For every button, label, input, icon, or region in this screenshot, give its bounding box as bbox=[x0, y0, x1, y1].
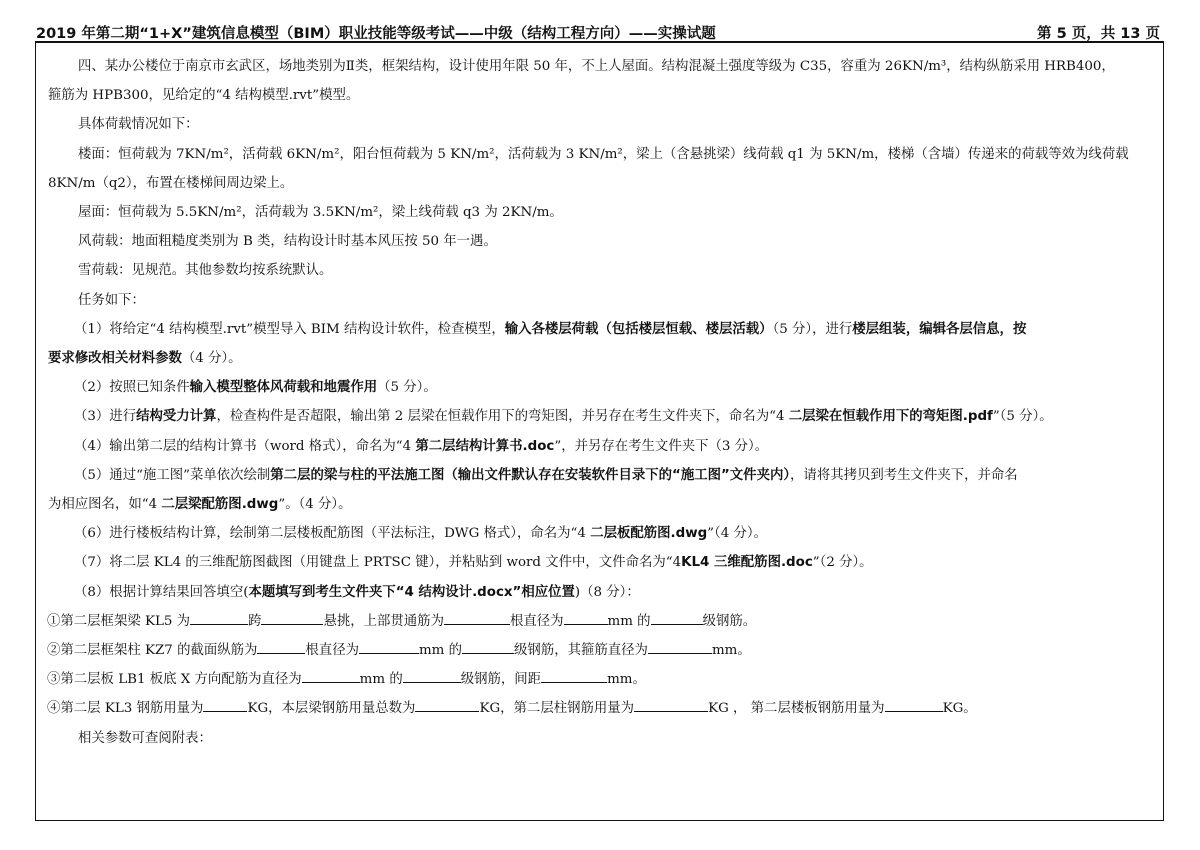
task-3-text-a: （3）进行 bbox=[74, 409, 137, 425]
task-3-bold-a: 结构受力计算 bbox=[136, 409, 217, 425]
fill-question-2 bbox=[47, 636, 1160, 665]
task-3 bbox=[48, 402, 1160, 431]
task-1-text-a: （1）将给定“4 结构模型.rvt”模型导入 BIM 结构设计软件，检查模型， bbox=[74, 321, 505, 337]
q3-text-d: mm。 bbox=[607, 672, 646, 688]
task-4-text-b: ”，并另存在考生文件夹下（3 分）。 bbox=[554, 438, 769, 454]
task-6-text-a: （6）进行楼板结构计算，绘制第二层楼板配筋图（平法标注，DWG 格式），命名为“4 bbox=[74, 526, 591, 542]
task-1-text-c: （4 分）。 bbox=[181, 351, 242, 367]
answer-blank[interactable] bbox=[190, 610, 248, 625]
task-2 bbox=[48, 373, 1160, 402]
answer-blank[interactable] bbox=[885, 697, 943, 712]
snow-load: 雪荷载：见规范。其他参数均按系统默认。 bbox=[78, 263, 333, 279]
task-2-bold: 输入模型整体风荷载和地震作用 bbox=[189, 380, 378, 396]
task-1 bbox=[48, 315, 1160, 344]
exam-title: 2019 年第二期“1+X”建筑信息模型（BIM）职业技能等级考试——中级（结构工程方向）——实操试题 bbox=[36, 26, 716, 42]
task-5-cont bbox=[48, 490, 1160, 519]
task-4 bbox=[48, 432, 1160, 461]
q4-text-e: KG。 bbox=[942, 701, 977, 717]
task-6-text-b: ”（4 分）。 bbox=[707, 526, 767, 542]
q2-text-e: mm。 bbox=[711, 643, 751, 659]
task-8-text-a: （8）根据计算结果回答填空( bbox=[74, 584, 249, 600]
task-7-text-b: ”（2 分）。 bbox=[812, 555, 873, 571]
task-1-cont bbox=[48, 344, 1160, 373]
roof-loads: 屋面：恒荷载为 5.5KN/m²，活荷载为 3.5KN/m²，梁上线荷载 q3 为 2KN/m。 bbox=[78, 205, 563, 221]
q3-text-c: 级钢筋，间距 bbox=[460, 672, 542, 688]
q3-text-b: mm 的 bbox=[359, 672, 403, 688]
q2-text-a: ②第二层框架柱 KZ7 的截面纵筋为 bbox=[47, 643, 258, 659]
answer-blank[interactable] bbox=[415, 697, 479, 712]
q1-text-f: 级钢筋。 bbox=[702, 613, 757, 629]
task-5-text-a: （5）通过“施工图”菜单依次绘制 bbox=[74, 467, 271, 483]
answer-blank[interactable] bbox=[203, 697, 247, 712]
q4-text-d: KG ， 第二层楼板钢筋用量为 bbox=[708, 701, 885, 717]
page-header bbox=[36, 18, 1164, 40]
task-2-text-a: （2）按照已知条件 bbox=[74, 380, 190, 396]
answer-blank[interactable] bbox=[651, 610, 703, 625]
page-number: 第 5 页，共 13 页 bbox=[1037, 26, 1160, 42]
floor-loads-line-2: 8KN/m（q2），布置在楼梯间周边梁上。 bbox=[48, 175, 294, 191]
task-1-bold-c: 要求修改相关材料参数 bbox=[48, 351, 182, 367]
q1-text-d: 根直径为 bbox=[509, 613, 564, 629]
task-8-text-b: )（8 分）： bbox=[574, 584, 640, 600]
task-1-bold-b: 楼层组装，编辑各层信息，按 bbox=[852, 321, 1027, 337]
answer-blank[interactable] bbox=[541, 668, 607, 683]
task-7 bbox=[48, 548, 1160, 577]
task-5-text-b: ，请将其拷贝到考生文件夹下，并命名 bbox=[790, 467, 1018, 483]
answer-blank[interactable] bbox=[634, 697, 708, 712]
task-6 bbox=[48, 519, 1160, 548]
task-1-text-b: （5 分），进行 bbox=[772, 321, 853, 337]
task-4-bold: 第二层结构计算书.doc bbox=[415, 438, 555, 454]
answer-blank[interactable] bbox=[302, 668, 360, 683]
q4-text-b: KG，本层梁钢筋用量总数为 bbox=[247, 701, 416, 717]
task-5-text-d: ”。（4 分）。 bbox=[278, 497, 352, 513]
answer-blank[interactable] bbox=[257, 639, 305, 654]
answer-blank[interactable] bbox=[462, 639, 514, 654]
q4-text-c: KG，第二层柱钢筋用量为 bbox=[479, 701, 635, 717]
fill-question-3 bbox=[47, 665, 1160, 694]
task-8 bbox=[48, 578, 1160, 607]
task-4-text-a: （4）输出第二层的结构计算书（word 格式），命名为“4 bbox=[74, 438, 416, 454]
q1-text-a: ①第二层框架梁 KL5 为 bbox=[47, 613, 191, 629]
tasks-heading: 任务如下： bbox=[78, 292, 145, 308]
task-5-bold-a: 第二层的梁与柱的平法施工图（输出文件默认存在安装软件目录下的“施工图”文件夹内） bbox=[270, 467, 791, 483]
fill-question-1 bbox=[47, 607, 1160, 636]
q1-text-c: 悬挑，上部贯通筋为 bbox=[323, 613, 444, 629]
reference-note: 相关参数可查阅附表： bbox=[78, 730, 212, 746]
task-7-text-a: （7）将二层 KL4 的三维配筋图截图（用键盘上 PRTSC 键），并粘贴到 word 文件中，文件命名为“4 bbox=[74, 555, 682, 571]
task-3-text-b: ，检查构件是否超限，输出第 2 层梁在恒载作用下的弯矩图，并另存在考生文件夹下，命名为“4 bbox=[216, 409, 789, 425]
task-2-text-b: （5 分）。 bbox=[377, 380, 437, 396]
fill-question-4 bbox=[47, 694, 1160, 723]
task-3-text-c: ”（5 分）。 bbox=[992, 409, 1053, 425]
answer-blank[interactable] bbox=[403, 668, 461, 683]
task-6-bold: 二层板配筋图.dwg bbox=[590, 526, 708, 542]
answer-blank[interactable] bbox=[648, 639, 712, 654]
answer-blank[interactable] bbox=[261, 610, 323, 625]
task-8-bold: 本题填写到考生文件夹下“4 结构设计.docx”相应位置 bbox=[248, 584, 575, 600]
q1-text-b: 跨 bbox=[248, 613, 262, 629]
q2-text-d: 级钢筋，其箍筋直径为 bbox=[514, 643, 648, 659]
task-7-bold: KL4 三维配筋图.doc bbox=[681, 555, 813, 571]
task-3-bold-b: 二层梁在恒载作用下的弯矩图.pdf bbox=[788, 409, 993, 425]
q2-text-c: mm 的 bbox=[418, 643, 463, 659]
floor-loads-line-1: 楼面：恒荷载为 7KN/m²，活荷载 6KN/m²，阳台恒荷载为 5 KN/m²，活荷载为 3 KN/m²，梁上（含悬挑梁）线荷载 q1 为 5KN/m，楼梯（含墙）传递来的荷载等效为线荷载 bbox=[78, 146, 1129, 162]
q2-text-b: 根直径为 bbox=[305, 643, 359, 659]
answer-blank[interactable] bbox=[444, 610, 510, 625]
q1-text-e: mm 的 bbox=[607, 613, 651, 629]
q3-text-a: ③第二层板 LB1 板底 X 方向配筋为直径为 bbox=[47, 672, 302, 688]
task-5-text-c: 为相应图名，如“4 bbox=[48, 497, 162, 513]
question-content bbox=[48, 52, 1160, 753]
intro-line-1: 四、某办公楼位于南京市玄武区，场地类别为Ⅱ类，框架结构，设计使用年限 50 年，不上人屋面。结构混凝土强度等级为 C35，容重为 26KN/m³，结构纵筋采用 HRB400， bbox=[78, 59, 1115, 74]
answer-blank[interactable] bbox=[359, 639, 419, 654]
intro-line-2: 箍筋为 HPB300，见给定的“4 结构模型.rvt”模型。 bbox=[48, 88, 360, 104]
q4-text-a: ④第二层 KL3 钢筋用量为 bbox=[47, 701, 204, 717]
task-1-bold-a: 输入各楼层荷载（包括楼层恒载、楼层活载） bbox=[504, 321, 773, 337]
answer-blank[interactable] bbox=[564, 610, 608, 625]
task-5 bbox=[48, 461, 1160, 490]
loads-heading: 具体荷载情况如下： bbox=[78, 117, 199, 133]
wind-load: 风荷载：地面粗糙度类别为 B 类，结构设计时基本风压按 50 年一遇。 bbox=[78, 234, 497, 250]
task-5-bold-b: 二层梁配筋图.dwg bbox=[161, 497, 279, 513]
